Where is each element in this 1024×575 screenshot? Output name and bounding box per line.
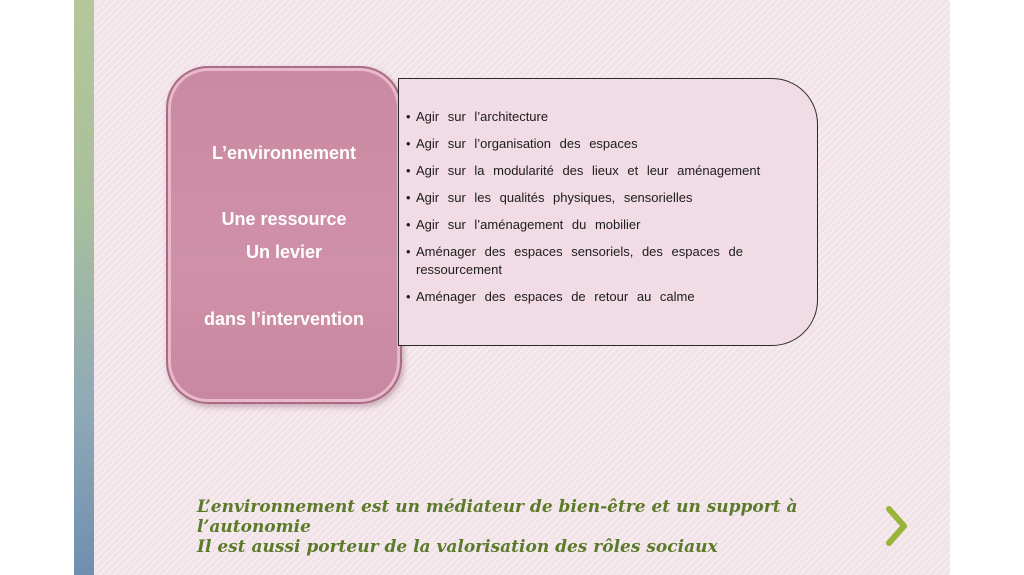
topic-box bbox=[166, 66, 402, 404]
actions-list bbox=[406, 108, 806, 315]
decorative-side-bar bbox=[74, 0, 94, 575]
conclusion-line-1: L’environnement est un médiateur de bien-être et un support à bbox=[197, 497, 798, 517]
topic-line-lever: Un levier bbox=[245, 242, 323, 262]
topic-line-environment: L’environnement bbox=[211, 143, 357, 163]
list-item: • Agir sur les qualités physiques, sensorielles bbox=[406, 189, 806, 207]
list-item: • Aménager des espaces sensoriels, des espaces de ressourcement bbox=[406, 243, 806, 279]
topic-line-resource: Une ressource bbox=[221, 209, 347, 229]
list-item: • Agir sur l’architecture bbox=[406, 108, 806, 126]
list-item: • Agir sur la modularité des lieux et leur aménagement bbox=[406, 162, 806, 180]
chevron-right-icon[interactable] bbox=[884, 505, 910, 547]
conclusion-line-3: Il est aussi porteur de la valorisation des rôles sociaux bbox=[197, 537, 718, 557]
list-item: • Agir sur l’organisation des espaces bbox=[406, 135, 806, 153]
conclusion-text bbox=[197, 497, 887, 557]
list-item: • Agir sur l’aménagement du mobilier bbox=[406, 216, 806, 234]
topic-line-intervention: dans l’intervention bbox=[203, 309, 365, 329]
list-item: • Aménager des espaces de retour au calme bbox=[406, 288, 806, 306]
conclusion-line-2: l’autonomie bbox=[197, 517, 311, 537]
